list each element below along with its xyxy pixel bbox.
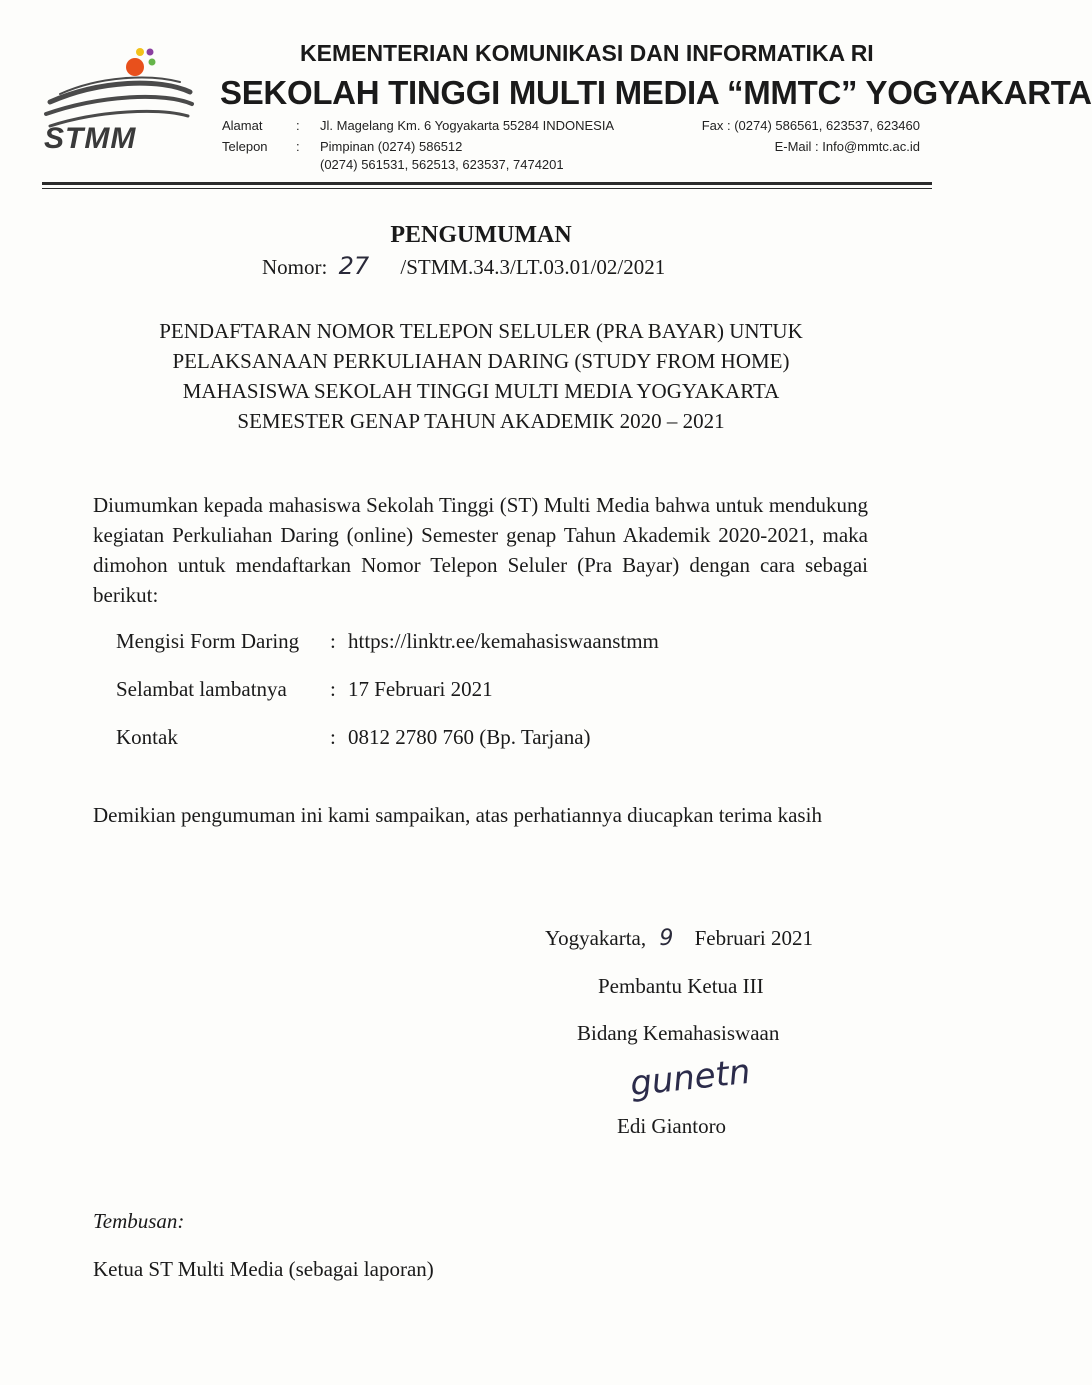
sign-name: Edi Giantoro <box>617 1114 727 1138</box>
subject <box>0 316 962 436</box>
detail-colon-deadline: : <box>330 677 336 701</box>
closing-paragraph: Demikian pengumuman ini kami sampaikan, atas perhatiannya diucapkan terima kasih <box>93 803 822 827</box>
sign-place: Yogyakarta, <box>545 926 647 950</box>
ministry-name: KEMENTERIAN KOMUNIKASI DAN INFORMATIKA RI <box>300 40 874 66</box>
number-label: Nomor: <box>262 255 328 279</box>
intro-paragraph: Diumumkan kepada mahasiswa Sekolah Tinggi (ST) Multi Media bahwa untuk mendukung kegiatan Perkuliahan Daring (online) Semester genap Tahun Akademik 2020-2021, maka dimohon untuk mendaftarkan Nomor Telepon Seluler (Pra Bayar) dengan cara sebagai berikut: <box>93 493 868 607</box>
header-rule-thick <box>42 182 932 185</box>
sign-month-year: Februari 2021 <box>694 926 814 950</box>
subject-line-3: MAHASISWA SEKOLAH TINGGI MULTI MEDIA YOGYAKARTA <box>182 379 780 403</box>
phone-value-1: Pimpinan (0274) 586512 <box>320 139 463 154</box>
subject-line-4: SEMESTER GENAP TAHUN AKADEMIK 2020 – 2021 <box>237 409 725 433</box>
detail-label-form: Mengisi Form Daring <box>116 629 300 653</box>
header-rule-thin <box>42 188 932 189</box>
phone-label: Telepon <box>222 139 268 154</box>
number-handwritten: 27 <box>338 252 370 280</box>
sign-division: Bidang Kemahasiswaan <box>577 1021 780 1045</box>
copy-recipient: Ketua ST Multi Media (sebagai laporan) <box>93 1257 434 1281</box>
detail-value-deadline: 17 Februari 2021 <box>348 677 493 701</box>
detail-value-contact: 0812 2780 760 (Bp. Tarjana) <box>348 725 591 749</box>
detail-colon-contact: : <box>330 725 336 749</box>
address-colon: : <box>296 118 300 133</box>
number-suffix: /STMM.34.3/LT.03.01/02/2021 <box>400 255 666 279</box>
logo-purple-dot <box>147 49 154 56</box>
detail-label-contact: Kontak <box>116 725 178 749</box>
sign-position: Pembantu Ketua III <box>598 974 764 998</box>
announcement-heading: PENGUMUMAN <box>390 222 572 248</box>
logo-yellow-dot <box>136 48 144 56</box>
logo-green-dot <box>149 59 156 66</box>
email: E-Mail : Info@mmtc.ac.id <box>774 139 920 154</box>
detail-value-form-link[interactable]: https://linktr.ee/kemahasiswaanstmm <box>348 629 659 653</box>
address-value: Jl. Magelang Km. 6 Yogyakarta 55284 INDONESIA <box>320 118 615 133</box>
logo-swoosh <box>46 78 192 126</box>
detail-colon-form: : <box>330 629 336 653</box>
announcement-number <box>262 252 665 280</box>
sign-date <box>545 926 813 951</box>
school-name: SEKOLAH TINGGI MULTI MEDIA “MMTC” YOGYAKARTA <box>220 74 1092 111</box>
subject-line-2: PELAKSANAAN PERKULIAHAN DARING (STUDY FROM HOME) <box>172 349 790 373</box>
subject-line-1: PENDAFTARAN NOMOR TELEPON SELULER (PRA BAYAR) UNTUK <box>159 319 803 343</box>
sign-day-handwritten: 9 <box>659 926 674 951</box>
logo-text: STMM <box>44 122 137 155</box>
handwritten-signature: gunetn <box>628 1051 753 1105</box>
address-label: Alamat <box>222 118 263 133</box>
phone-colon: : <box>296 139 300 154</box>
phone-value-2: (0274) 561531, 562513, 623537, 7474201 <box>320 157 564 172</box>
detail-label-deadline: Selambat lambatnya <box>116 677 287 701</box>
copy-label: Tembusan: <box>93 1209 185 1233</box>
stmm-logo <box>40 40 205 160</box>
logo-orange-dot <box>126 58 144 76</box>
fax: Fax : (0274) 586561, 623537, 623460 <box>701 118 920 133</box>
